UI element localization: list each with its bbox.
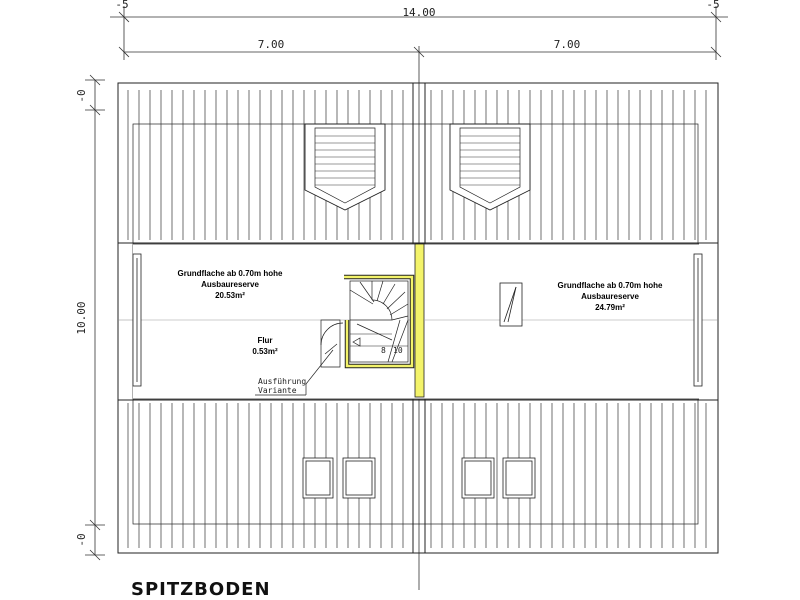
gable-window-left (133, 254, 141, 386)
stair-label-left: 8 (381, 346, 386, 355)
dim-left-width: 7.00 (257, 38, 285, 51)
dormer-left (305, 124, 385, 210)
room-left-name: Grundflache ab 0.70m hohe (177, 269, 283, 278)
dim-eave-bottom: -0 (75, 533, 88, 547)
room-left-area: 20.53m² (215, 291, 245, 300)
dormer-outline (305, 124, 385, 210)
dim-eave-top: -0 (75, 89, 88, 103)
hall-name: Flur (257, 336, 273, 345)
plan-title: SPITZBODEN (131, 579, 271, 600)
hall-area: 0.53m² (252, 347, 278, 356)
stair-label-right: 10 (393, 346, 403, 355)
dim-edge-right: -5 (706, 0, 720, 11)
dormer-right (450, 124, 530, 210)
room-right-area: 24.79m² (595, 303, 625, 312)
annotation-line-1: Ausführung (258, 377, 307, 386)
fire-wall-highlight (415, 244, 424, 397)
dormer-outline (450, 124, 530, 210)
room-left-note: Ausbaureserve (201, 280, 259, 289)
dim-edge-left: -5 (115, 0, 129, 11)
dim-depth: 10.00 (75, 301, 88, 335)
room-right-note: Ausbaureserve (581, 292, 639, 301)
dim-right-width: 7.00 (553, 38, 581, 51)
room-right-name: Grundflache ab 0.70m hohe (557, 281, 663, 290)
annotation-line-2: Variante (258, 386, 297, 395)
gable-window-right (694, 254, 702, 386)
dim-total-width: 14.00 (402, 6, 436, 19)
